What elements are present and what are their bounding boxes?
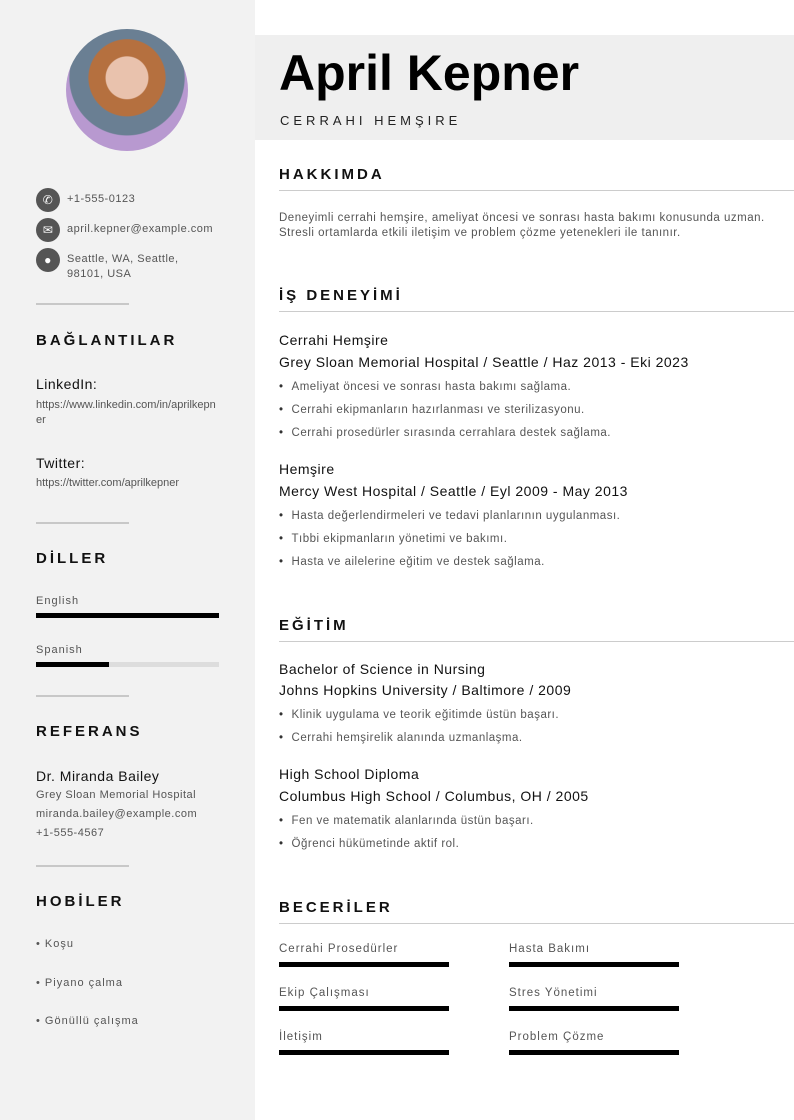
skill-name: Cerrahi Prosedürler	[279, 943, 399, 955]
address-text: Seattle, WA, Seattle, 98101, USA	[67, 253, 179, 280]
hobby-item: • Koşu	[36, 938, 74, 950]
job-role: Cerrahi Hemşire	[279, 332, 389, 348]
skill-name: Problem Çözme	[509, 1031, 605, 1043]
divider	[36, 865, 129, 867]
candidate-name: April Kepner	[279, 45, 580, 101]
references-heading: REFERANS	[36, 723, 143, 740]
skill-level-bar	[509, 1006, 679, 1011]
phone-text: +1-555-0123	[67, 193, 136, 205]
skill-name: Hasta Bakımı	[509, 943, 591, 955]
divider	[36, 695, 129, 697]
skill-level-bar	[509, 962, 679, 967]
skills-heading: BECERİLER	[279, 899, 794, 924]
links-heading: BAĞLANTILAR	[36, 332, 178, 349]
education-heading: EĞİTİM	[279, 617, 794, 642]
reference-phone: +1-555-4567	[36, 827, 105, 839]
skill-name: Ekip Çalışması	[279, 987, 370, 999]
divider	[36, 303, 129, 305]
bullet: • Klinik uygulama ve teorik eğitimde üstün başarı.	[279, 709, 559, 732]
candidate-title: CERRAHI HEMŞIRE	[280, 113, 462, 128]
bullet: • Hasta değerlendirmeleri ve tedavi planlarının uygulanması.	[279, 510, 620, 533]
language-level-bar	[36, 662, 219, 667]
bullet: • Hasta ve ailelerine eğitim ve destek sağlama.	[279, 556, 620, 579]
hobby-item: • Piyano çalma	[36, 977, 123, 989]
experience-heading: İŞ DENEYİMİ	[279, 287, 794, 312]
bullet: • Ameliyat öncesi ve sonrası hasta bakımı sağlama.	[279, 381, 611, 404]
phone-icon: ✆	[36, 188, 60, 212]
about-heading: HAKKIMDA	[279, 166, 794, 191]
skill-level-bar	[509, 1050, 679, 1055]
bullet: • Cerrahi hemşirelik alanında uzmanlaşma.	[279, 732, 559, 755]
reference-email: miranda.bailey@example.com	[36, 808, 198, 820]
bullet: • Cerrahi ekipmanların hazırlanması ve sterilizasyonu.	[279, 404, 611, 427]
school-detail: Johns Hopkins University / Baltimore / 2009	[279, 682, 572, 698]
job-role: Hemşire	[279, 461, 335, 477]
bullet: • Öğrenci hükümetinde aktif rol.	[279, 838, 534, 861]
languages-heading: DİLLER	[36, 550, 109, 567]
job-bullets	[279, 510, 620, 579]
skill-name: İletişim	[279, 1031, 323, 1043]
education-bullets	[279, 709, 559, 755]
email-text: april.kepner@example.com	[67, 223, 214, 235]
reference-org: Grey Sloan Memorial Hospital	[36, 789, 197, 801]
profile-photo	[66, 29, 188, 151]
degree: Bachelor of Science in Nursing	[279, 661, 486, 677]
education-bullets	[279, 815, 534, 861]
language-name: English	[36, 595, 80, 607]
hobbies-heading: HOBİLER	[36, 893, 125, 910]
location-pin-icon: ●	[36, 248, 60, 272]
language-level-bar	[36, 613, 219, 618]
skill-level-bar	[279, 962, 449, 967]
hobby-item: • Gönüllü çalışma	[36, 1015, 139, 1027]
skill-level-bar	[279, 1050, 449, 1055]
skill-level-bar	[279, 1006, 449, 1011]
bullet: • Tıbbi ekipmanların yönetimi ve bakımı.	[279, 533, 620, 556]
job-detail: Grey Sloan Memorial Hospital / Seattle / Haz 2013 - Eki 2023	[279, 354, 689, 370]
contact-phone	[36, 192, 135, 212]
reference-name: Dr. Miranda Bailey	[36, 768, 160, 784]
job-bullets	[279, 381, 611, 450]
linkedin-label: LinkedIn:	[36, 376, 98, 392]
language-name: Spanish	[36, 644, 83, 656]
contact-address	[36, 252, 226, 282]
twitter-label: Twitter:	[36, 455, 86, 471]
about-text: Deneyimli cerrahi hemşire, ameliyat öncesi ve sonrası hasta bakımı konusunda uzman. Stresli ortamlarda etkili iletişim ve problem çözme yetenekleri ile tanınır.	[279, 212, 765, 239]
divider	[36, 522, 129, 524]
bullet: • Cerrahi prosedürler sırasında cerrahlara destek sağlama.	[279, 427, 611, 450]
twitter-link[interactable]: https://twitter.com/aprilkepner	[36, 477, 180, 489]
contact-email	[36, 222, 213, 242]
skill-name: Stres Yönetimi	[509, 987, 598, 999]
job-detail: Mercy West Hospital / Seattle / Eyl 2009 - May 2013	[279, 483, 628, 499]
degree: High School Diploma	[279, 766, 420, 782]
mail-icon: ✉	[36, 218, 60, 242]
school-detail: Columbus High School / Columbus, OH / 2005	[279, 788, 589, 804]
linkedin-link[interactable]: https://www.linkedin.com/in/aprilkepner	[36, 399, 216, 426]
bullet: • Fen ve matematik alanlarında üstün başarı.	[279, 815, 534, 838]
